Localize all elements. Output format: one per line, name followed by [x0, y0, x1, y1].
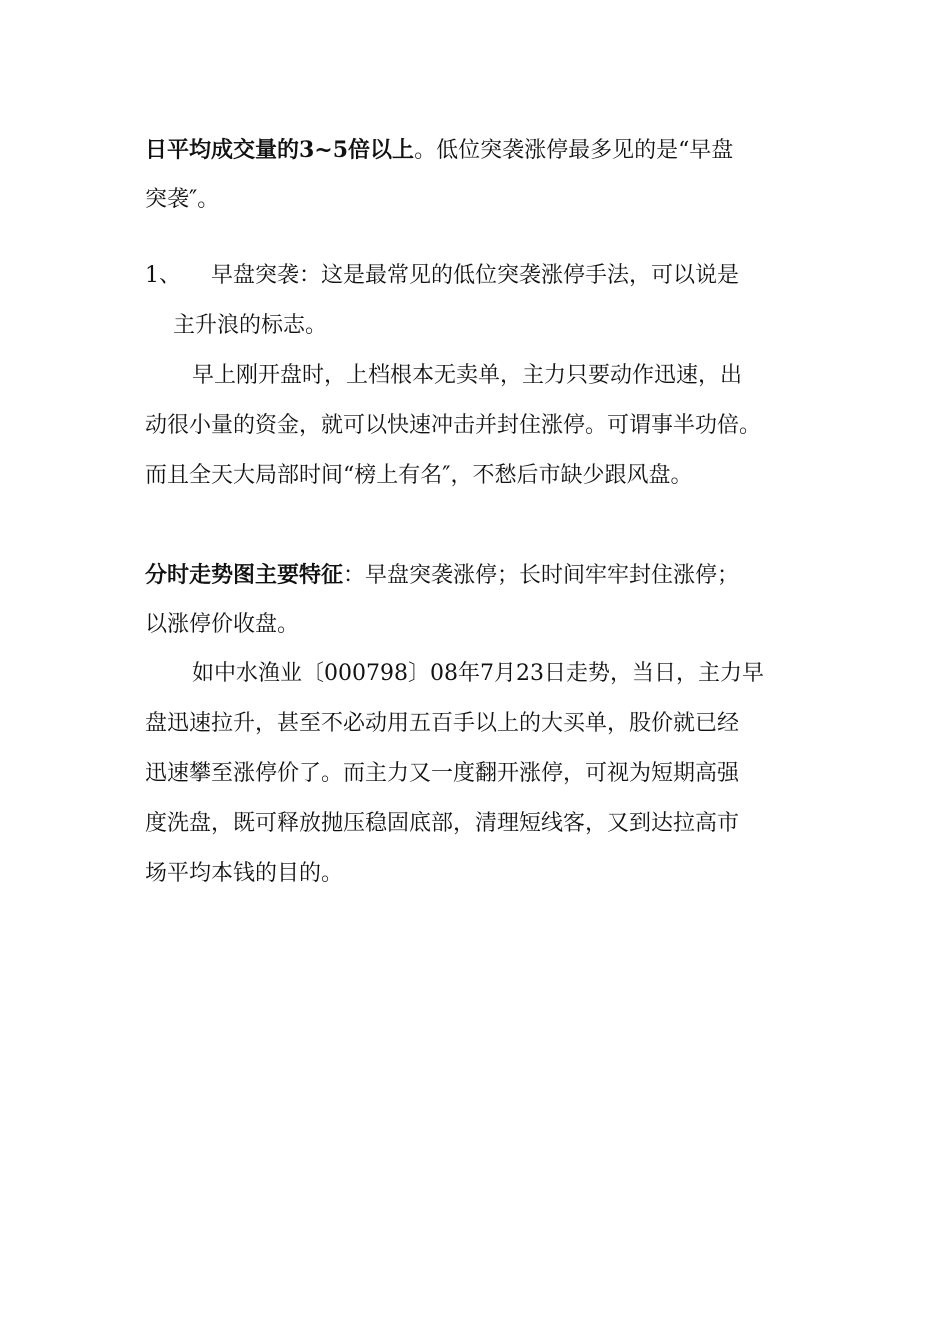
list-item-1-text: 早盘突袭：这是最常见的低位突袭涨停手法，可以说是 — [211, 263, 740, 288]
list-item-1-line-1 — [145, 262, 739, 290]
list-item-number: 1、 — [145, 263, 181, 288]
paragraph-4-line-2: 盘迅速拉升，甚至不必动用五百手以上的大买单，股价就已经 — [145, 711, 740, 736]
list-item-1-line-2: 主升浪的标志。 — [173, 313, 328, 338]
paragraph-1-line-1 — [145, 136, 733, 165]
paragraph-3-line-1 — [145, 561, 739, 590]
paragraph-4-line-4: 度洗盘，既可释放抛压稳固底部，清理短线客，又到达拉高市 — [145, 811, 740, 836]
paragraph-4-line-3: 迅速攀至涨停价了。而主力又一度翻开涨停，可视为短期高强 — [145, 761, 740, 786]
bold-phrase-features: 分时走势图主要特征 — [145, 562, 344, 588]
paragraph-2-line-3: 而且全天大局部时间“榜上有名″，不愁后市缺少跟风盘。 — [145, 463, 693, 488]
paragraph-1-text: 。低位突袭涨停最多见的是“早盘 — [414, 138, 734, 163]
paragraph-3-text: ：早盘突袭涨停；长时间牢牢封住涨停； — [343, 563, 740, 588]
paragraph-2-line-1: 早上刚开盘时，上档根本无卖单，主力只要动作迅速，出 — [192, 363, 743, 388]
paragraph-3-line-2: 以涨停价收盘。 — [145, 612, 300, 637]
paragraph-4-line-5: 场平均本钱的目的。 — [145, 861, 344, 886]
paragraph-4-line-1: 如中水渔业〔000798〕08年7月23日走势，当日，主力早 — [192, 661, 764, 686]
paragraph-2-line-2: 动很小量的资金，就可以快速冲击并封住涨停。可谓事半功倍。 — [145, 413, 762, 438]
bold-phrase-volume: 日平均成交量的3~5倍以上 — [145, 137, 415, 163]
paragraph-1-line-2: 突袭″。 — [145, 187, 220, 212]
